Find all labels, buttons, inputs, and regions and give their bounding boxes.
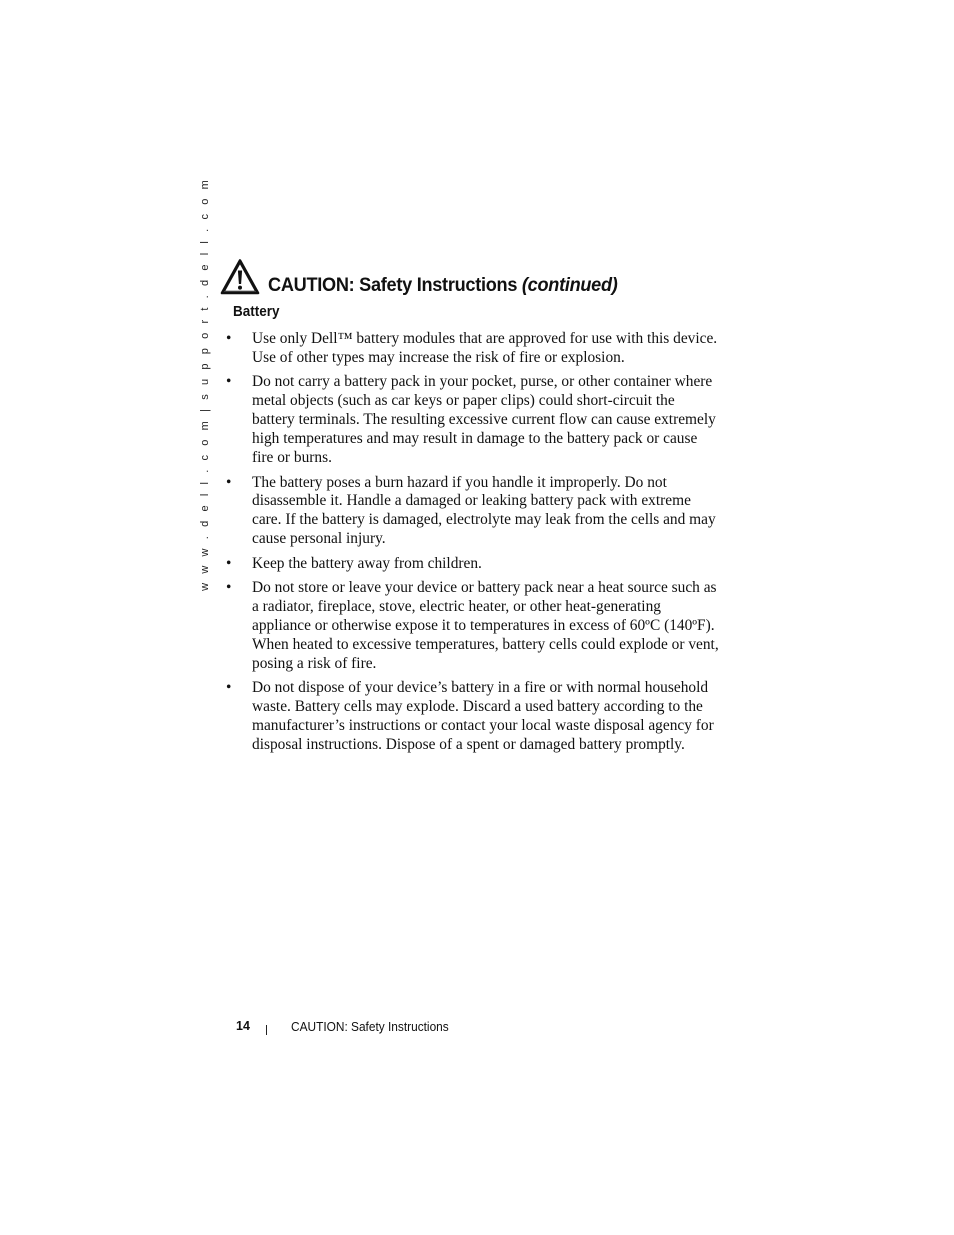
list-item (226, 330, 721, 368)
section-title: Battery (233, 304, 280, 320)
footer-title: CAUTION: Safety Instructions (291, 1020, 449, 1034)
list-item (226, 579, 721, 674)
page-title-text: CAUTION: Safety Instructions (268, 273, 518, 296)
page-title (268, 273, 618, 296)
page-title-suffix: (continued) (521, 273, 618, 296)
side-url-text: w w w . d e l l . c o m | s u p p o r t . d e l l . c o m (199, 177, 211, 591)
bullet-glyph: • (226, 373, 232, 391)
bullet-glyph: • (226, 579, 232, 597)
list-item (226, 474, 721, 550)
footer-divider (266, 1025, 267, 1035)
list-item (226, 373, 721, 468)
list-item (226, 679, 721, 755)
bullet-list (226, 330, 721, 761)
bullet-glyph: • (226, 473, 232, 491)
page-number: 14 (236, 1019, 250, 1033)
list-item-text: The battery poses a burn hazard if you handle it improperly. Do not disassemble it. Handle a damaged or leaking battery pack with extreme care. If the battery is damaged, electrolyte may leak from the cells and may cause personal injury. (252, 473, 716, 548)
list-item-text: Do not store or leave your device or battery pack near a heat source such as a radiator, fireplace, stove, electric heater, or other heat-generating appliance or otherwise expose it to temperatures in excess of 60ºC (140ºF). When heated to excessive temperatures, battery cells could explode or vent, posing a risk of fire. (252, 579, 719, 672)
side-url (197, 177, 213, 591)
page-footer (0, 1019, 954, 1039)
list-item (226, 555, 721, 574)
list-item-text: Do not dispose of your device’s battery in a fire or with normal household waste. Battery cells may explode. Discard a used battery according to the manufacturer’s instructions or contact your local waste disposal agency for disposal instructions. Dispose of a spent or damaged battery promptly. (252, 679, 714, 754)
list-item-text: Do not carry a battery pack in your pocket, purse, or other container where metal objects (such as car keys or paper clips) could short-circuit the battery terminals. The resulting excessive current flow can cause extremely high temperatures and may result in damage to the battery pack or cause fire or burns. (252, 373, 716, 467)
warning-triangle-icon (220, 258, 260, 296)
list-item-text: Use only Dell™ battery modules that are approved for use with this device. Use of other types may increase the risk of fire or explosion. (252, 330, 718, 366)
list-item-text: Keep the battery away from children. (252, 554, 482, 572)
page-heading (220, 256, 644, 296)
bullet-glyph: • (226, 679, 232, 697)
bullet-glyph: • (226, 554, 232, 572)
bullet-glyph: • (226, 330, 232, 347)
